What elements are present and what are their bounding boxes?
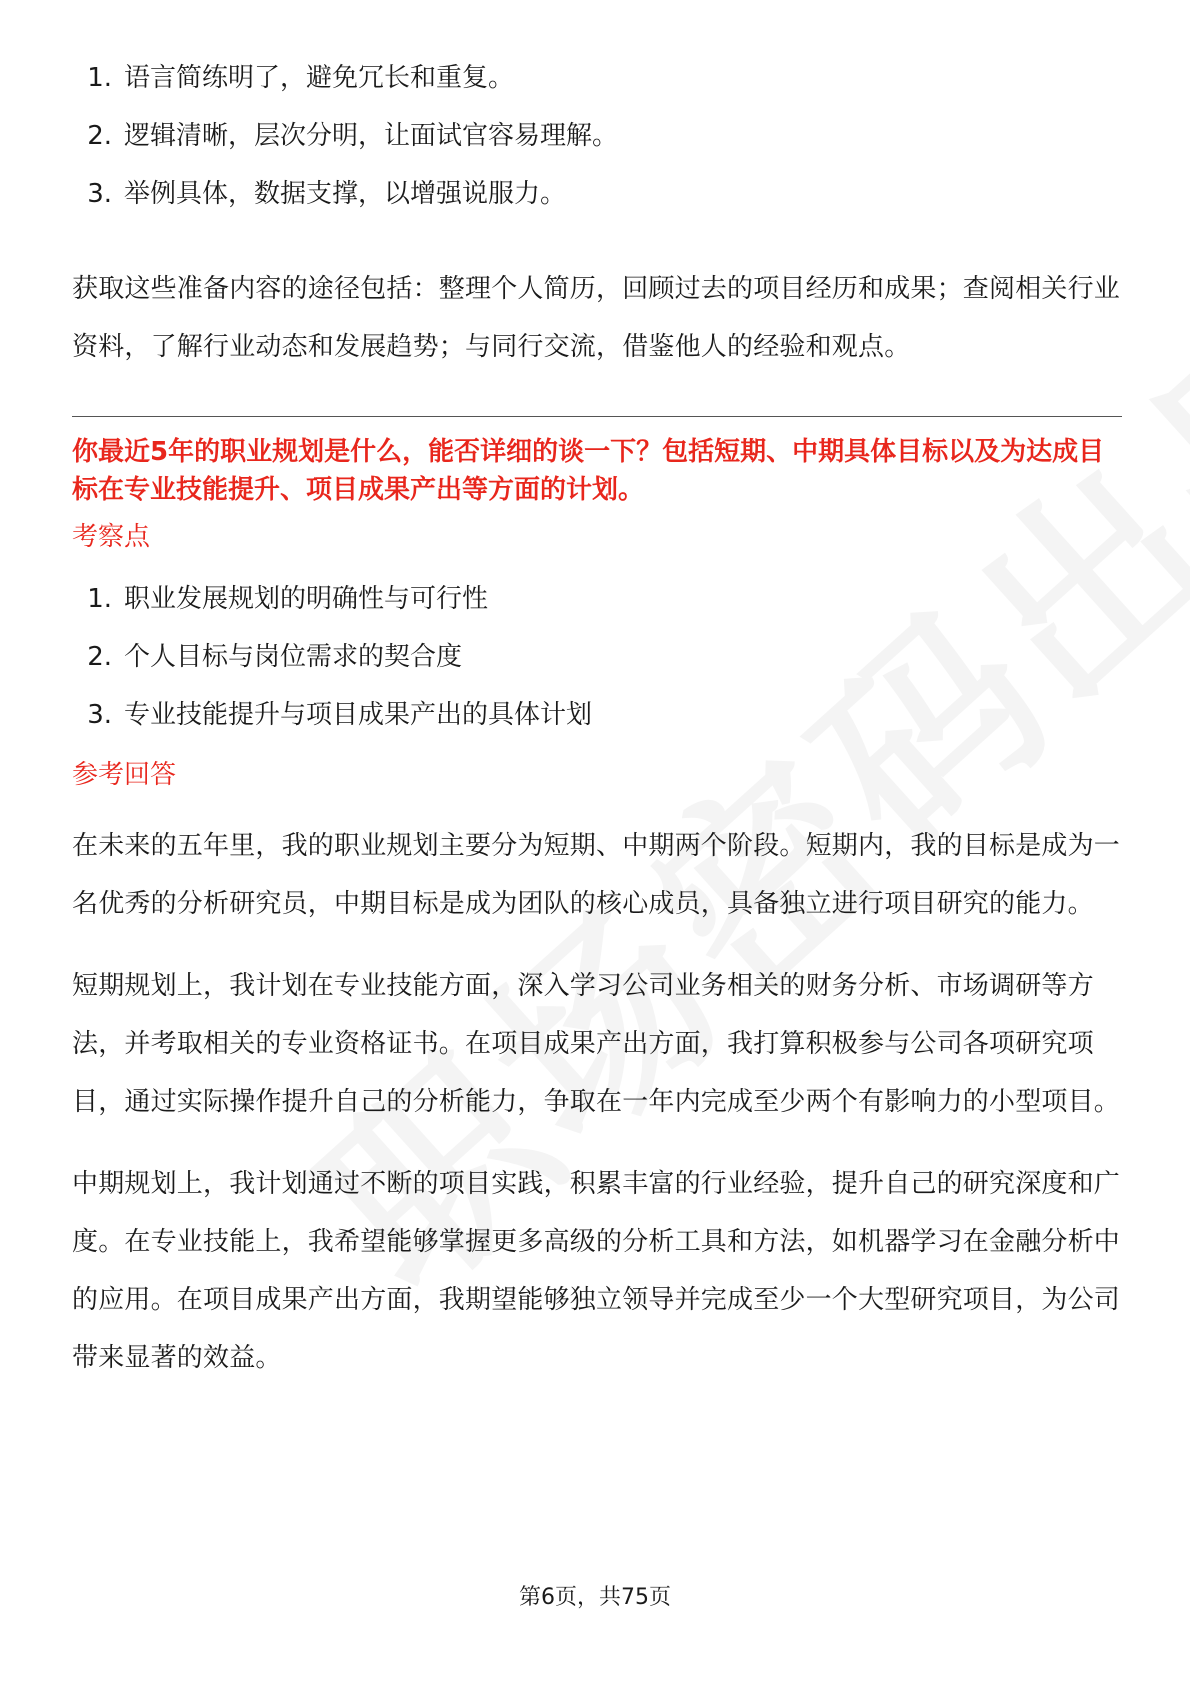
section-divider bbox=[72, 416, 1122, 417]
list-item: 1. 语言简练明了，避免冗长和重复。 bbox=[87, 63, 515, 93]
document-page bbox=[72, 58, 1122, 1387]
list-item: 2. 个人目标与岗位需求的契合度 bbox=[87, 642, 463, 672]
list-item: 2. 逻辑清晰，层次分明，让面试官容易理解。 bbox=[87, 121, 619, 151]
tips-list bbox=[72, 58, 1122, 232]
answer-paragraph: 中期规划上，我计划通过不断的项目实践，积累丰富的行业经验，提升自己的研究深度和广度。在专业技能上，我希望能够掌握更多高级的分析工具和方法，如机器学习在金融分析中的应用。在项目成果产出方面，我期望能够独立领导并完成至少一个大型研究项目，为公司带来显著的效益。 bbox=[72, 1169, 1121, 1373]
interview-question: 你最近5年的职业规划是什么，能否详细的谈一下？包括短期、中期具体目标以及为达成目标在专业技能提升、项目成果产出等方面的计划。 bbox=[72, 437, 1105, 505]
list-item: 3. 举例具体，数据支撑，以增强说服力。 bbox=[87, 179, 567, 209]
answer-heading: 参考回答 bbox=[72, 760, 177, 790]
list-item: 1. 职业发展规划的明确性与可行性 bbox=[87, 584, 489, 614]
exam-points-list bbox=[72, 579, 1122, 753]
prep-paragraph: 获取这些准备内容的途径包括：整理个人简历，回顾过去的项目经历和成果；查阅相关行业资料，了解行业动态和发展趋势；与同行交流，借鉴他人的经验和观点。 bbox=[72, 274, 1121, 362]
exam-points-heading: 考察点 bbox=[72, 522, 151, 552]
answer-paragraph: 短期规划上，我计划在专业技能方面，深入学习公司业务相关的财务分析、市场调研等方法，并考取相关的专业资格证书。在项目成果产出方面，我打算积极参与公司各项研究项目，通过实际操作提升自己的分析能力，争取在一年内完成至少两个有影响力的小型项目。 bbox=[72, 971, 1121, 1117]
answer-paragraph: 在未来的五年里，我的职业规划主要分为短期、中期两个阶段。短期内，我的目标是成为一名优秀的分析研究员，中期目标是成为团队的核心成员，具备独立进行项目研究的能力。 bbox=[72, 831, 1121, 919]
page-footer: 第6页，共75页 bbox=[519, 1585, 671, 1610]
list-item: 3. 专业技能提升与项目成果产出的具体计划 bbox=[87, 700, 593, 730]
